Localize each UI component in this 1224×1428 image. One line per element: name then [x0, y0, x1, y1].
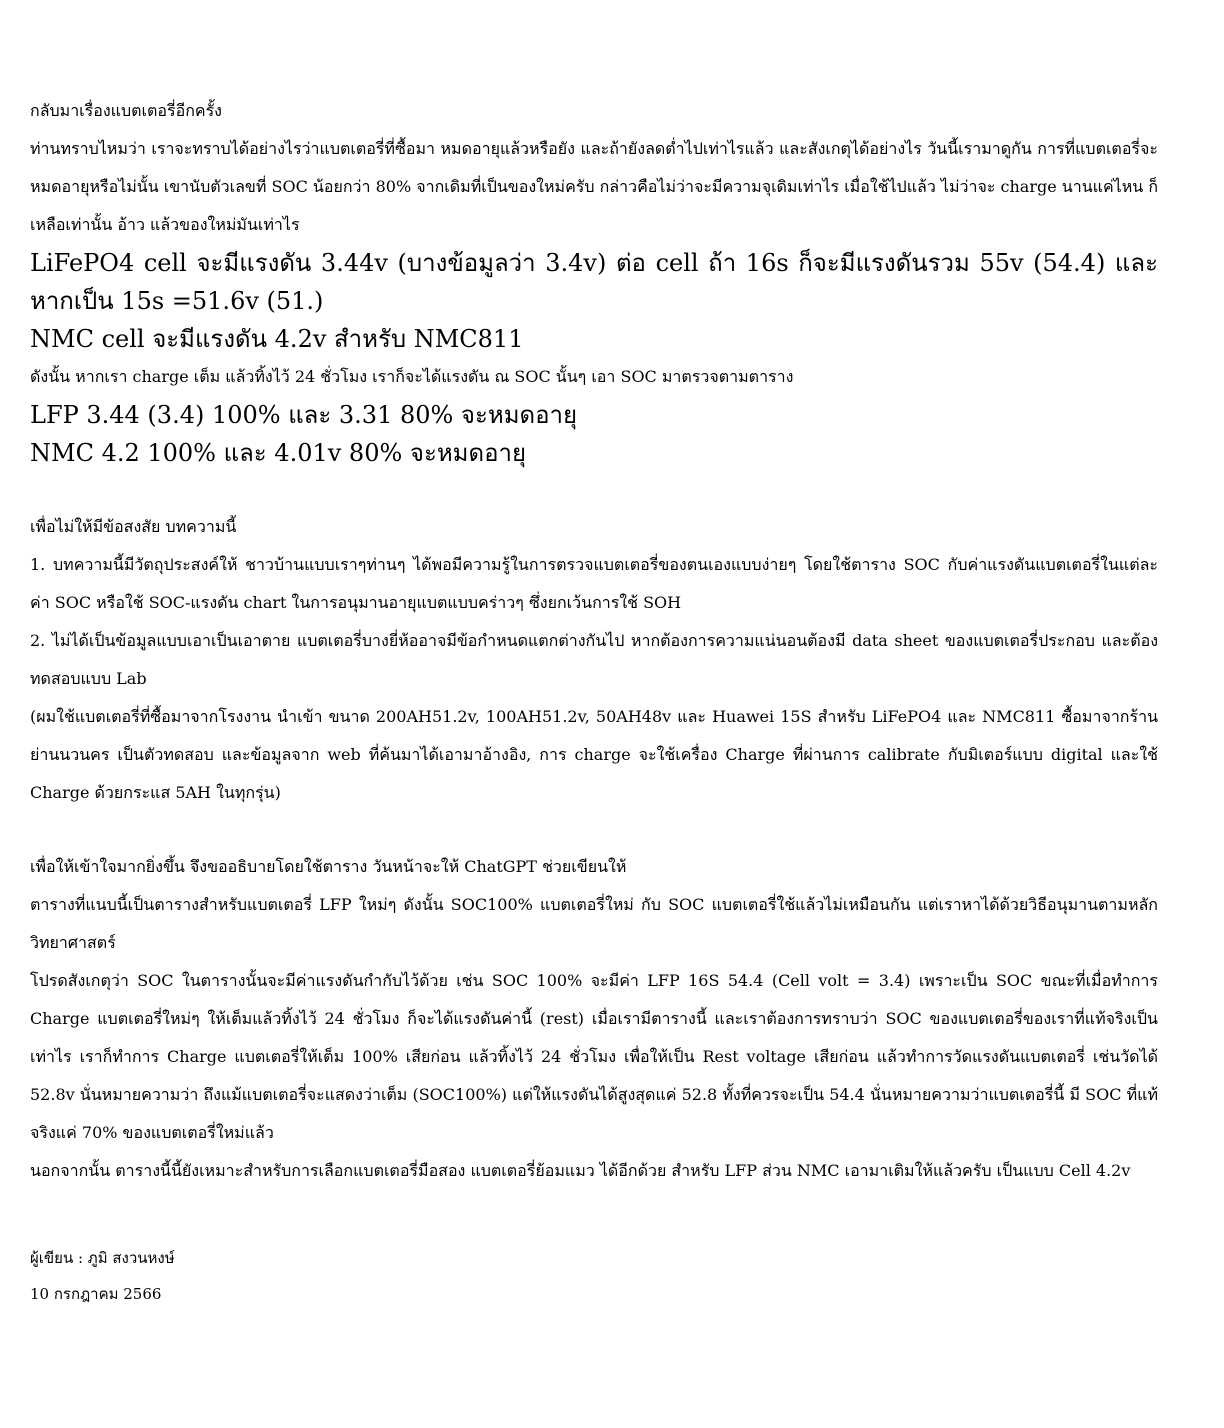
date-line: 10 กรกฎาคม 2566: [30, 1285, 162, 1303]
nmc-cell-line: NMC cell จะมีแรงดัน 4.2v สำหรับ NMC811: [30, 325, 524, 353]
intro-paragraph: ท่านทราบไหมว่า เราจะทราบได้อย่างไรว่าแบตเตอรี่ที่ซื้อมา หมดอายุแล้วหรือยัง และถ้ายังลดต่ำไปเท่าไรแล้ว และสังเกตุได้อย่างไร วันนี้เรามาดูกัน การที่แบตเตอรี่จะหมดอายุหรือไม่นั้น เขานับตัวเลขที่ SOC น้อยกว่า 80% จากเดิมที่เป็นของใหม่ครับ กล่าวคือไม่ว่าจะมีความจุเดิมเท่าไร เมื่อใช้ไปแล้ว ไม่ว่าจะ charge นานแค่ไหน ก็เหลือเท่านั้น อ้าว แล้วของใหม่มันเท่าไร: [30, 139, 1158, 234]
explain-heading: เพื่อให้เข้าใจมากยิ่งขึ้น จึงขออธิบายโดยใช้ตาราง วันหน้าจะให้ ChatGPT ช่วยเขียนให้: [30, 857, 627, 876]
spacer: [30, 1190, 1158, 1240]
disclaimer-item-1: 1. บทความนี้มีวัตถุประสงค์ให้ ชาวบ้านแบบเราๆท่านๆ ได้พอมีความรู้ในการตรวจแบตเตอรี่ของตนเองแบบง่ายๆ โดยใช้ตาราง SOC กับค่าแรงดันแบตเตอรี่ในแต่ละค่า SOC หรือใช้ SOC-แรงดัน chart ในการอนุมานอายุแบตแบบคร่าวๆ ซึ่งยกเว้นการใช้ SOH: [30, 555, 1158, 612]
author-line: ผู้เขียน : ภูมิ สงวนหงษ์: [30, 1249, 175, 1267]
explain-paragraph-2: โปรดสังเกตุว่า SOC ในตารางนั้นจะมีค่าแรงดันกำกับไว้ด้วย เช่น SOC 100% จะมีค่า LFP 16S 54.4 (Cell volt = 3.4) เพราะเป็น SOC ขณะที่เมื่อทำการ Charge แบตเตอรี่ใหม่ๆ ให้เต็มแล้วทิ้งไว้ 24 ชั่วโมง ก็จะได้แรงดันค่านี้ (rest) เมื่อเรามีตารางนี้ และเราต้องการทราบว่า SOC ของแบตเตอรี่ของเราที่แท้จริงเป็นเท่าไร เราก็ทำการ Charge แบตเตอรี่ให้เต็ม 100% เสียก่อน แล้วทิ้งไว้ 24 ชั่วโมง เพื่อให้เป็น Rest voltage เสียก่อน แล้วทำการวัดแรงดันแบตเตอรี่ เช่นวัดได้ 52.8v นั่นหมายความว่า ถึงแม้แบตเตอรี่จะแสดงว่าเต็ม (SOC100%) แต่ให้แรงดันได้สูงสุดแค่ 52.8 ทั้งที่ควรจะเป็น 54.4 นั่นหมายความว่าแบตเตอรี่นี้ มี SOC ที่แท้จริงแค่ 70% ของแบตเตอรี่ใหม่แล้ว: [30, 971, 1158, 1142]
heading: กลับมาเรื่องแบตเตอรี่อีกครั้ง: [30, 101, 222, 120]
so-if-line: ดังนั้น หากเรา charge เต็ม แล้วทิ้งไว้ 24 ชั่วโมง เราก็จะได้แรงดัน ณ SOC นั้นๆ เอา SOC มาตรวจตามตาราง: [30, 367, 794, 386]
lfp-values-line: LFP 3.44 (3.4) 100% และ 3.31 80% จะหมดอายุ: [30, 401, 578, 429]
disclaimer-item-2: 2. ไม่ได้เป็นข้อมูลแบบเอาเป็นเอาตาย แบตเตอรี่บางยี่ห้ออาจมีข้อกำหนดแตกต่างกันไป หากต้องการความแน่นอนต้องมี data sheet ของแบตเตอรี่ประกอบ และต้องทดสอบแบบ Lab: [30, 631, 1158, 688]
disclaimer-heading: เพื่อไม่ให้มีข้อสงสัย บทความนี้: [30, 517, 237, 536]
test-note: (ผมใช้แบตเตอรี่ที่ซื้อมาจากโรงงาน นำเข้า ขนาด 200AH51.2v, 100AH51.2v, 50AH48v และ Huawei 15S สำหรับ LiFePO4 และ NMC811 ซื้อมาจากร้านย่านนวนคร เป็นตัวทดสอบ และข้อมูลจาก web ที่ค้นมาได้เอามาอ้างอิง, การ charge จะใช้เครื่อง Charge ที่ผ่านการ calibrate กับมิเตอร์แบบ digital และใช้ Charge ด้วยกระแส 5AH ในทุกรุ่น): [30, 707, 1158, 802]
nmc-values-line: NMC 4.2 100% และ 4.01v 80% จะหมดอายุ: [30, 439, 527, 467]
spacer: [30, 472, 1158, 508]
spacer: [30, 812, 1158, 848]
explain-paragraph-3: นอกจากนั้น ตารางนี้นี้ยังเหมาะสำหรับการเลือกแบตเตอรี่มือสอง แบตเตอรี่ย้อมแมว ได้อีกด้วย สำหรับ LFP ส่วน NMC เอามาเติมให้แล้วครับ เป็นแบบ Cell 4.2v: [30, 1161, 1131, 1180]
explain-paragraph-1: ตารางที่แนบนี้เป็นตารางสำหรับแบตเตอรี่ LFP ใหม่ๆ ดังนั้น SOC100% แบตเตอรี่ใหม่ กับ SOC แบตเตอรี่ใช้แล้วไม่เหมือนกัน แต่เราหาได้ด้วยวิธีอนุมานตามหลักวิทยาศาสตร์: [30, 895, 1158, 952]
lfp-cell-line: LiFePO4 cell จะมีแรงดัน 3.44v (บางข้อมูลว่า 3.4v) ต่อ cell ถ้า 16s ก็จะมีแรงดันรวม 55v (54.4) และหากเป็น 15s =51.6v (51.): [30, 249, 1158, 315]
